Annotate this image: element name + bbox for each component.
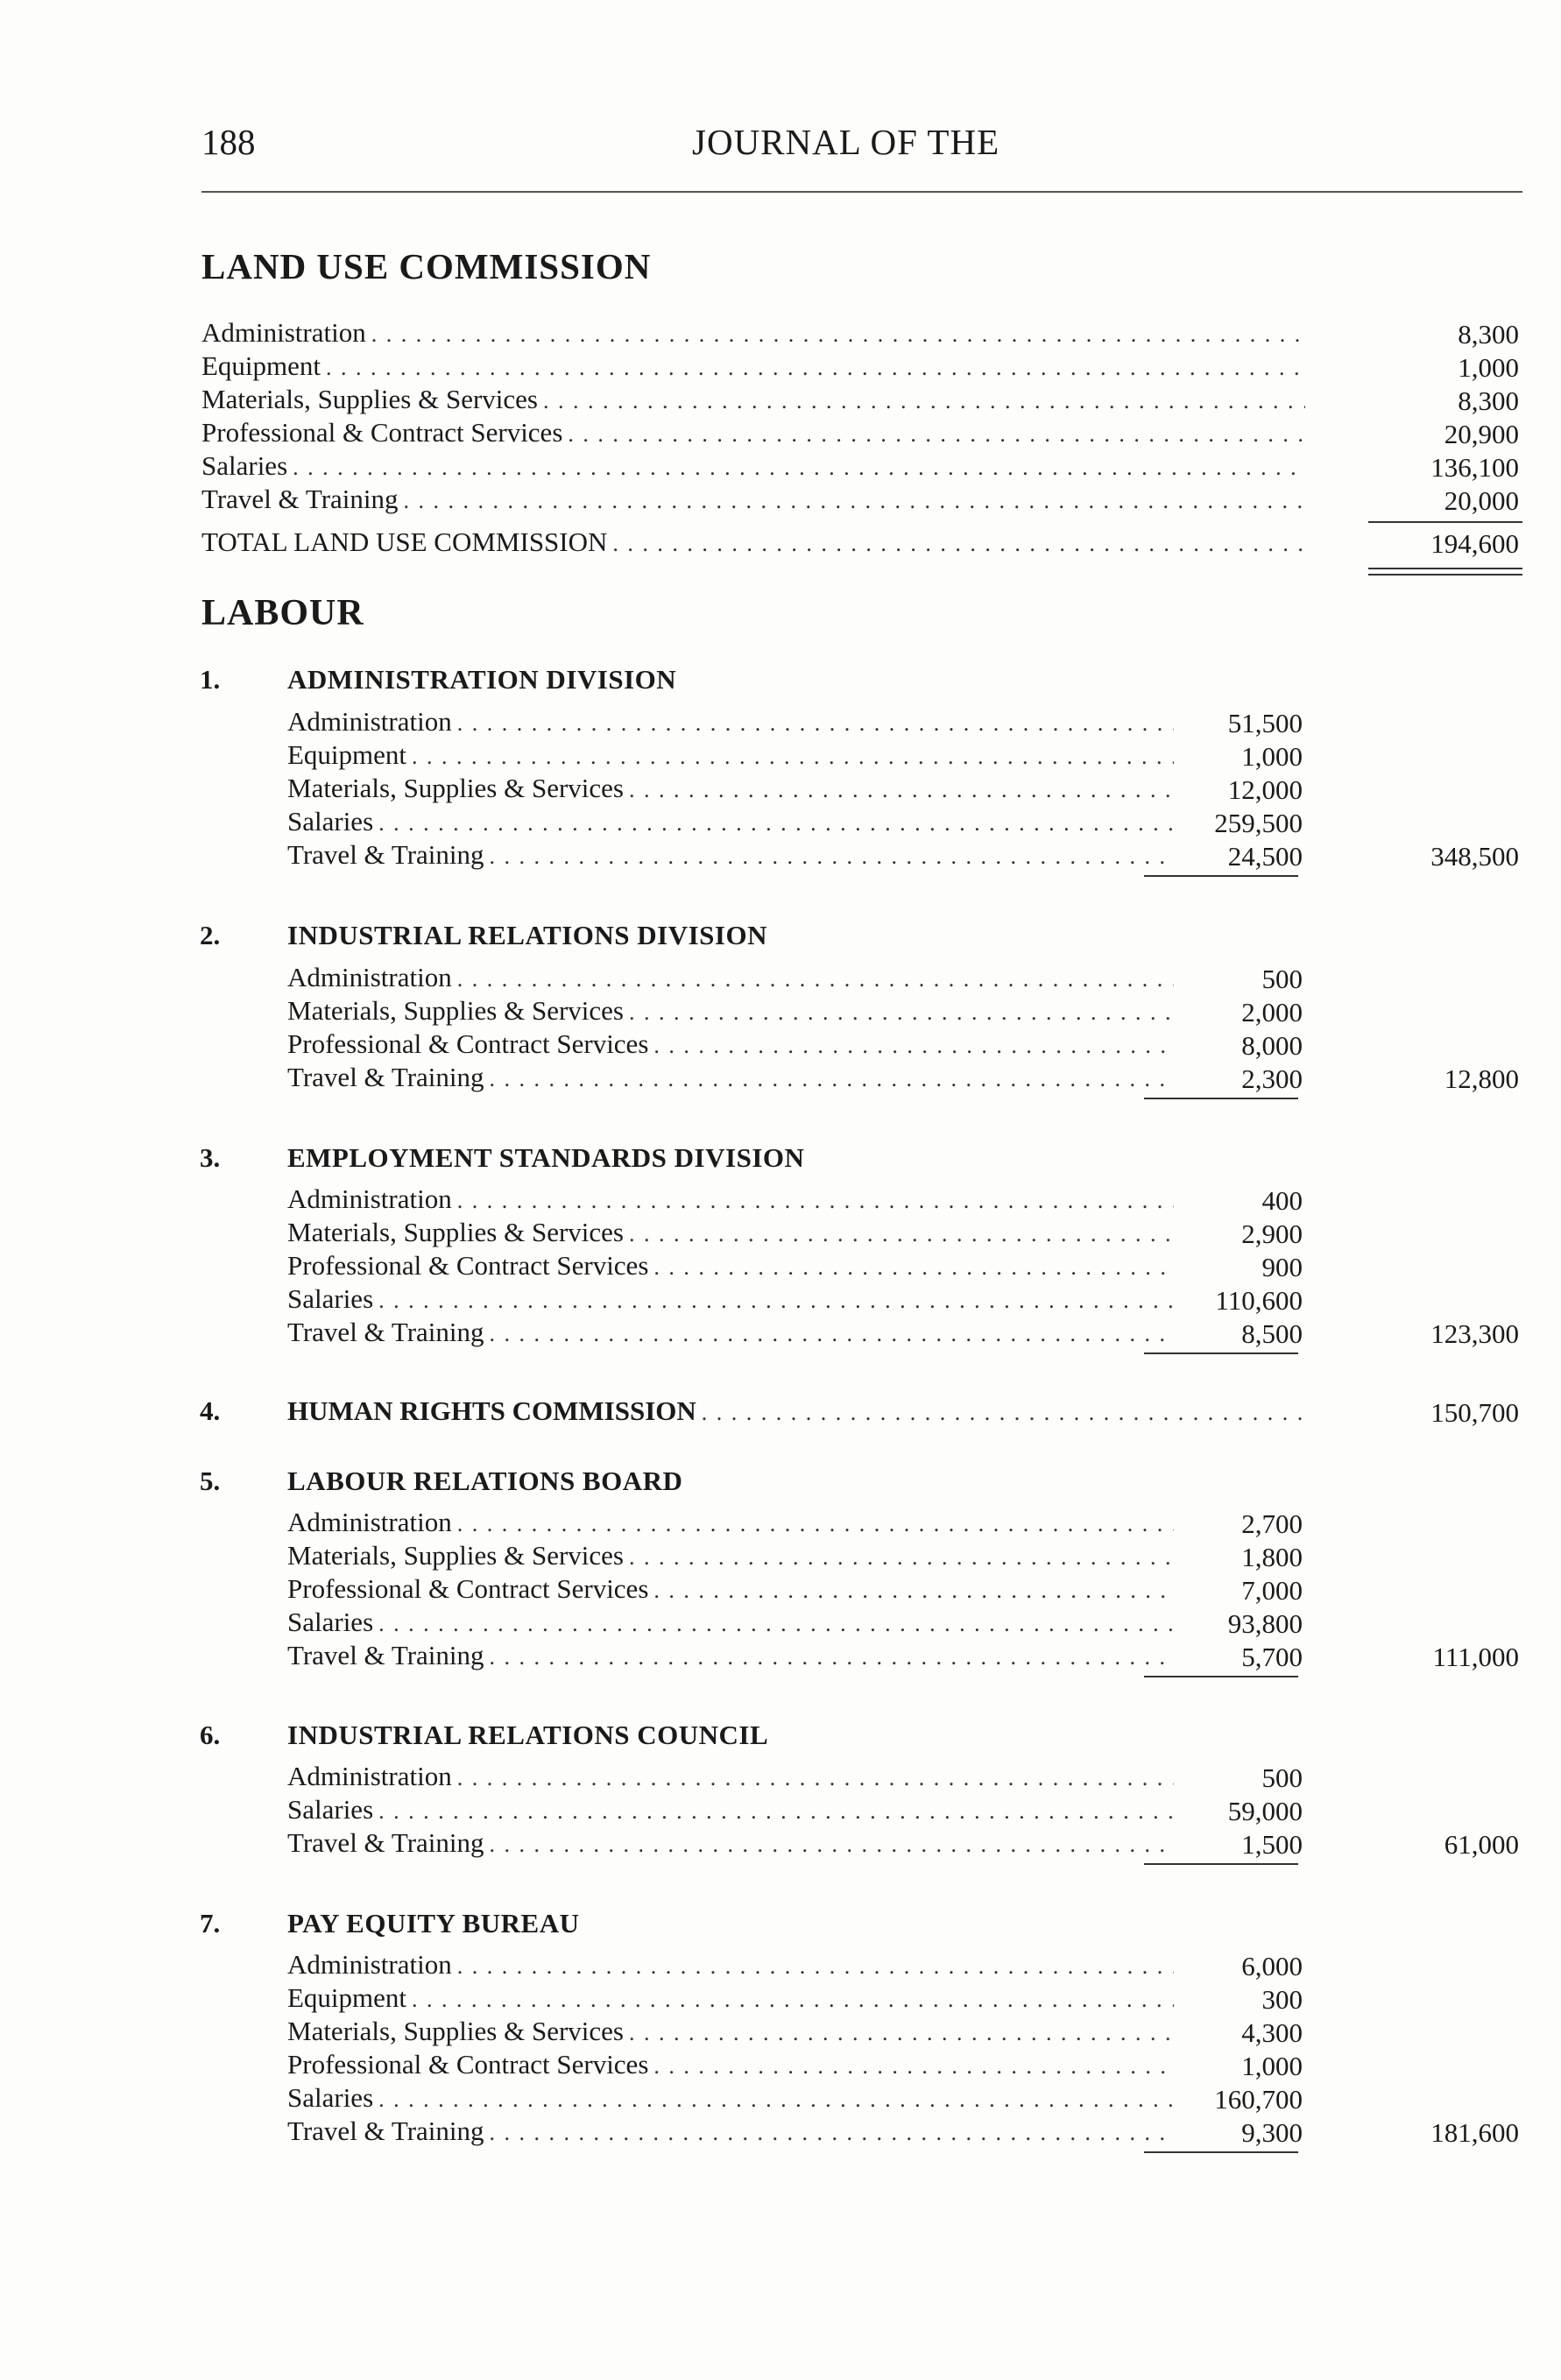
item-row (287, 1028, 1174, 1061)
dot-leader (457, 963, 1174, 996)
dot-leader (457, 1508, 1174, 1541)
dot-leader (653, 1029, 1174, 1063)
item-row (287, 1948, 1174, 1981)
item-label: Professional & Contract Services (287, 1028, 649, 1059)
item-amount: 1,000 (1241, 2051, 1303, 2081)
item-row (287, 961, 1174, 994)
page-header (201, 121, 1522, 161)
section-total: 348,500 (1430, 841, 1519, 872)
dot-leader (490, 1063, 1174, 1096)
dot-leader (490, 1828, 1174, 1861)
item-label: Travel & Training (287, 1827, 484, 1858)
item-row (287, 1606, 1174, 1639)
item-label: Travel & Training (287, 1317, 484, 1347)
section-total: 61,000 (1444, 1829, 1519, 1860)
section-number: 4. (200, 1395, 221, 1426)
item-label: Materials, Supplies & Services (201, 384, 538, 414)
item-label: Materials, Supplies & Services (287, 773, 624, 803)
item-label: Travel & Training (287, 1640, 484, 1670)
item-row (287, 772, 1174, 805)
dot-leader (412, 740, 1174, 773)
item-row (287, 705, 1174, 738)
section-total: 111,000 (1432, 1642, 1519, 1672)
item-amount: 2,300 (1241, 1063, 1303, 1094)
section-single-row (287, 1395, 1303, 1428)
section-title: HUMAN RIGHTS COMMISSION (287, 1395, 696, 1426)
item-amount: 2,700 (1241, 1508, 1303, 1539)
section-total: 150,700 (1430, 1397, 1519, 1428)
item-row (287, 805, 1174, 838)
item-row (287, 1639, 1174, 1672)
item-label: Salaries (287, 2082, 374, 2113)
item-label: Travel & Training (201, 484, 399, 514)
item-amount: 8,500 (1241, 1318, 1303, 1349)
dot-leader (371, 318, 1305, 351)
subtotal-rule (1144, 1676, 1298, 1677)
dot-leader (412, 1983, 1174, 2016)
item-label: Materials, Supplies & Services (287, 2016, 624, 2046)
dot-leader (629, 773, 1174, 807)
item-amount: 1,500 (1241, 1829, 1303, 1860)
header-rule (201, 191, 1522, 193)
item-amount: 8,000 (1241, 1030, 1303, 1061)
subtotal-rule (1144, 1863, 1298, 1865)
item-row (287, 838, 1174, 872)
double-rule-bottom (1368, 574, 1522, 576)
item-row (287, 2048, 1174, 2081)
dot-leader (404, 484, 1305, 518)
item-row (287, 1316, 1174, 1349)
item-label: Administration (287, 1507, 452, 1537)
item-row (287, 1981, 1174, 2015)
land-use-row (201, 483, 1305, 516)
dot-leader (378, 2083, 1174, 2116)
item-label: Travel & Training (287, 1062, 484, 1092)
dot-leader (629, 1541, 1174, 1574)
section-title: PAY EQUITY BUREAU (287, 1908, 580, 1939)
land-use-amount: 8,300 (1458, 385, 1519, 416)
item-amount: 12,000 (1227, 774, 1303, 805)
subtotal-rule (1368, 521, 1522, 523)
item-label: Salaries (287, 806, 374, 837)
item-label: Salaries (201, 450, 288, 481)
item-label: Equipment (287, 1982, 407, 2013)
double-rule-top (1368, 568, 1522, 569)
item-row (287, 994, 1174, 1028)
item-amount: 51,500 (1227, 708, 1303, 738)
dot-leader (629, 1218, 1174, 1251)
land-use-heading: LAND USE COMMISSION (201, 246, 652, 286)
dot-leader (490, 2116, 1174, 2150)
section-number: 6. (200, 1720, 221, 1750)
land-use-amount: 20,900 (1444, 419, 1519, 449)
item-row (287, 1539, 1174, 1572)
item-label: Administration (201, 317, 366, 348)
item-label: Salaries (287, 1794, 374, 1825)
item-amount: 500 (1261, 1762, 1303, 1793)
section-total: 12,800 (1444, 1063, 1519, 1094)
section-title: INDUSTRIAL RELATIONS DIVISION (287, 920, 767, 950)
item-amount: 160,700 (1214, 2084, 1303, 2115)
dot-leader (653, 2050, 1174, 2083)
dot-leader (326, 351, 1305, 385)
dot-leader (543, 385, 1305, 418)
item-amount: 400 (1261, 1185, 1303, 1216)
land-use-row (201, 383, 1305, 416)
item-amount: 93,800 (1227, 1608, 1303, 1639)
item-label: Administration (287, 706, 452, 737)
item-label: Administration (287, 1183, 452, 1214)
section-total: 123,300 (1430, 1318, 1519, 1349)
item-label: Salaries (287, 1607, 374, 1637)
land-use-amount: 8,300 (1458, 319, 1519, 350)
item-amount: 59,000 (1227, 1796, 1303, 1826)
dot-leader (629, 996, 1174, 1029)
dot-leader (378, 1284, 1174, 1317)
dot-leader (490, 840, 1174, 873)
dot-leader (629, 2016, 1174, 2050)
item-row (287, 2115, 1174, 2148)
item-label: Professional & Contract Services (287, 2049, 649, 2080)
section-number: 7. (200, 1908, 221, 1939)
item-label: Materials, Supplies & Services (287, 995, 624, 1026)
land-use-row (201, 416, 1305, 449)
section-number: 2. (200, 920, 221, 950)
dot-leader (378, 1607, 1174, 1641)
land-use-row (201, 449, 1305, 483)
item-label: Administration (287, 1949, 452, 1980)
item-label: Professional & Contract Services (287, 1573, 649, 1604)
item-label: Administration (287, 962, 452, 992)
item-row (287, 1216, 1174, 1249)
item-amount: 2,000 (1241, 997, 1303, 1028)
item-amount: 110,600 (1215, 1285, 1303, 1316)
dot-leader (490, 1641, 1174, 1674)
item-row (287, 1826, 1174, 1860)
dot-leader (702, 1396, 1303, 1430)
item-amount: 24,500 (1227, 841, 1303, 872)
section-number: 3. (200, 1142, 221, 1173)
land-use-amount: 136,100 (1430, 452, 1519, 483)
item-row (287, 1572, 1174, 1606)
section-number: 1. (200, 664, 221, 695)
item-row (287, 738, 1174, 772)
item-label: Professional & Contract Services (201, 417, 563, 448)
item-label: Travel & Training (287, 839, 484, 870)
item-label: Travel & Training (287, 2115, 484, 2146)
item-amount: 5,700 (1241, 1642, 1303, 1672)
section-number: 5. (200, 1465, 221, 1496)
item-label: Equipment (201, 350, 321, 381)
item-label: Materials, Supplies & Services (287, 1540, 624, 1571)
dot-leader (612, 527, 1305, 561)
land-use-total: 194,600 (1430, 528, 1519, 559)
item-amount: 300 (1261, 1984, 1303, 2015)
total-label: TOTAL LAND USE COMMISSION (201, 526, 608, 557)
item-label: Materials, Supplies & Services (287, 1217, 624, 1247)
land-use-amount: 1,000 (1458, 352, 1519, 383)
item-amount: 9,300 (1241, 2117, 1303, 2148)
dot-leader (378, 1795, 1174, 1828)
item-label: Equipment (287, 739, 407, 770)
section-title: INDUSTRIAL RELATIONS COUNCIL (287, 1720, 769, 1750)
section-total: 181,600 (1430, 2117, 1519, 2148)
item-amount: 1,800 (1241, 1542, 1303, 1572)
item-row (287, 1282, 1174, 1316)
section-title: LABOUR RELATIONS BOARD (287, 1465, 683, 1496)
item-label: Salaries (287, 1283, 374, 1314)
dot-leader (653, 1251, 1174, 1284)
journal-title: JOURNAL OF THE (692, 122, 1000, 162)
subtotal-rule (1144, 1098, 1298, 1099)
dot-leader (457, 1184, 1174, 1218)
item-amount: 1,000 (1241, 741, 1303, 772)
item-amount: 4,300 (1241, 2017, 1303, 2048)
item-row (287, 1061, 1174, 1094)
subtotal-rule (1144, 2151, 1298, 2153)
land-use-total-row (201, 526, 1305, 559)
item-row (287, 1793, 1174, 1826)
section-title: ADMINISTRATION DIVISION (287, 664, 677, 695)
subtotal-rule (1144, 1352, 1298, 1354)
dot-leader (568, 418, 1305, 451)
section-title: EMPLOYMENT STANDARDS DIVISION (287, 1142, 805, 1173)
item-row (287, 1760, 1174, 1793)
item-amount: 500 (1261, 964, 1303, 994)
item-amount: 2,900 (1241, 1218, 1303, 1249)
item-label: Professional & Contract Services (287, 1250, 649, 1281)
subtotal-rule (1144, 875, 1298, 877)
dot-leader (378, 807, 1174, 840)
page-number: 188 (201, 122, 256, 162)
item-amount: 900 (1261, 1252, 1303, 1282)
dot-leader (490, 1317, 1174, 1351)
dot-leader (457, 1762, 1174, 1795)
item-label: Administration (287, 1761, 452, 1791)
dot-leader (653, 1574, 1174, 1607)
dot-leader (293, 451, 1305, 484)
item-row (287, 2081, 1174, 2115)
land-use-row (201, 350, 1305, 383)
land-use-amount: 20,000 (1444, 485, 1519, 516)
item-row (287, 2015, 1174, 2048)
labour-heading: LABOUR (201, 593, 364, 633)
item-amount: 7,000 (1241, 1575, 1303, 1606)
item-row (287, 1183, 1174, 1216)
item-amount: 259,500 (1214, 808, 1303, 838)
item-row (287, 1506, 1174, 1539)
dot-leader (457, 1950, 1174, 1983)
item-amount: 6,000 (1241, 1951, 1303, 1981)
item-row (287, 1249, 1174, 1282)
land-use-row (201, 316, 1305, 350)
dot-leader (457, 707, 1174, 740)
